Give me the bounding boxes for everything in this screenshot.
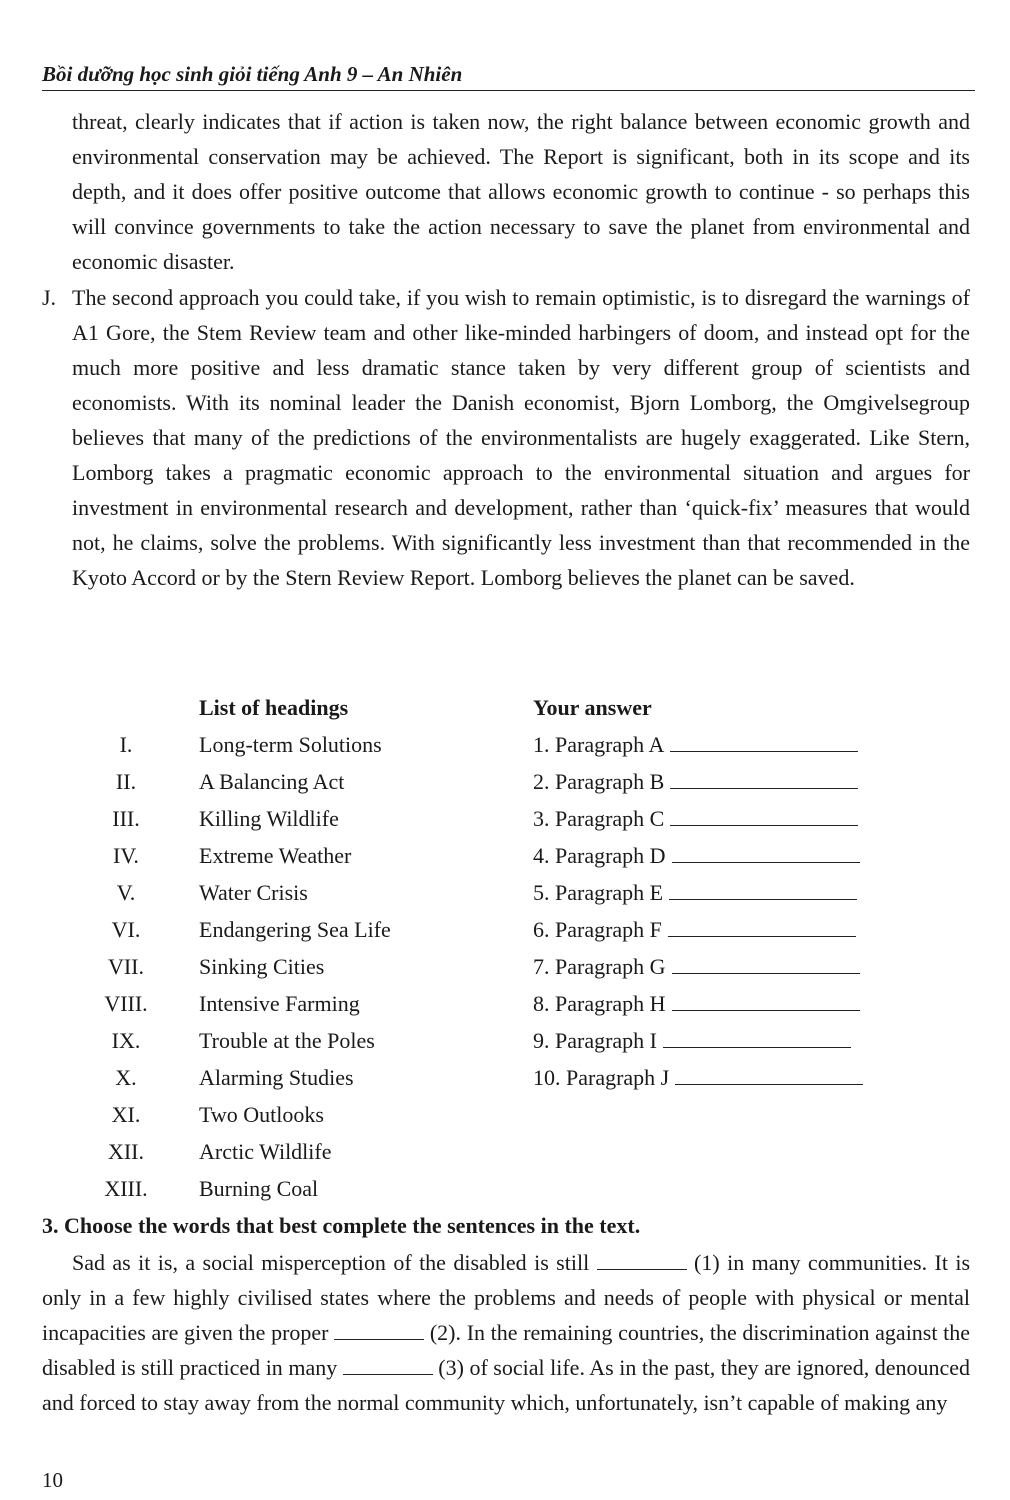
answer-row <box>533 837 860 874</box>
answer-blank[interactable] <box>668 914 856 937</box>
heading-numeral: VII. <box>107 954 145 979</box>
heading-numeral: IX. <box>111 1028 141 1053</box>
heading-numeral: III. <box>112 806 140 831</box>
heading-numeral: XIII. <box>104 1176 148 1201</box>
answer-label: 6. Paragraph F <box>533 917 662 942</box>
answer-blank[interactable] <box>672 951 860 974</box>
heading-row <box>0 1022 1010 1059</box>
heading-text: Long-term Solutions <box>199 732 382 757</box>
exercise-3-text-part: of social life. As in the past, they are ignored, denounced and forced to stay away from the normal community which, unfortunately, isn’t capable of making any <box>42 1355 971 1415</box>
gap-number: (2). <box>429 1320 462 1345</box>
answer-blank[interactable] <box>670 803 858 826</box>
answer-blank[interactable] <box>670 766 858 789</box>
gap-blank[interactable] <box>343 1354 433 1375</box>
heading-text: Endangering Sea Life <box>199 917 391 942</box>
answer-blank[interactable] <box>675 1062 863 1085</box>
answer-label: 10. Paragraph J <box>533 1065 670 1090</box>
answer-label: 1. Paragraph A <box>533 732 665 757</box>
paragraph-j-text: The second approach you could take, if you wish to remain optimistic, is to disregard the warnings of A1 Gore, the Stem Review team and other like-minded harbingers of doom, and instead opt for the much more positive and less dramatic stance taken by very different group of scientists and economists. With its nominal leader the Danish economist, Bjorn Lomborg, the Omgivelsegroup believes that many of the predictions of the environmentalists are hugely exaggerated. Like Stern, Lomborg takes a pragmatic economic approach to the environmental situation and argues for investment in environmental research and development, rather than ‘quick-fix’ measures that would not, he claims, solve the problems. With significantly less investment than that recommended in the Kyoto Accord or by the Stern Review Report. Lomborg believes the planet can be saved. <box>72 285 970 590</box>
gap-number: (3) <box>438 1355 464 1380</box>
heading-text: A Balancing Act <box>199 769 345 794</box>
answer-blank[interactable] <box>672 988 860 1011</box>
answer-label: 8. Paragraph H <box>533 991 666 1016</box>
heading-text: Two Outlooks <box>199 1102 324 1127</box>
answer-blank[interactable] <box>672 840 860 863</box>
answer-blank[interactable] <box>670 729 858 752</box>
heading-numeral: XII. <box>107 1139 145 1164</box>
heading-numeral: VI. <box>111 917 141 942</box>
heading-numeral: X. <box>115 1065 137 1090</box>
heading-row <box>0 874 1010 911</box>
heading-text: Burning Coal <box>199 1176 319 1201</box>
heading-row <box>0 1133 1010 1170</box>
exercise-3-text <box>42 1245 970 1420</box>
heading-text: Alarming Studies <box>199 1065 354 1090</box>
heading-text: Intensive Farming <box>199 991 360 1016</box>
exercise-3-title: 3. Choose the words that best complete the sentences in the text. <box>42 1213 641 1238</box>
heading-row <box>0 800 1010 837</box>
answer-blank[interactable] <box>669 877 857 900</box>
answer-label: 3. Paragraph C <box>533 806 665 831</box>
answer-label: 4. Paragraph D <box>533 843 666 868</box>
answer-row <box>533 874 857 911</box>
answer-row <box>533 911 856 948</box>
gap-blank[interactable] <box>334 1319 424 1340</box>
heading-numeral: II. <box>115 769 137 794</box>
answer-row <box>533 985 860 1022</box>
answer-row <box>533 948 860 985</box>
page-number: 10 <box>42 1468 63 1492</box>
exercise-3-text-part: Sad as it is, a social misperception of the disabled is still <box>72 1250 590 1275</box>
heading-numeral: VIII. <box>104 991 148 1016</box>
heading-row <box>0 1170 1010 1207</box>
answer-blank[interactable] <box>663 1025 851 1048</box>
gap-number: (1) <box>694 1250 720 1275</box>
heading-text: Trouble at the Poles <box>199 1028 375 1053</box>
answer-row <box>533 800 858 837</box>
answer-label: 9. Paragraph I <box>533 1028 658 1053</box>
heading-text: Killing Wildlife <box>199 806 339 831</box>
heading-text: Sinking Cities <box>199 954 325 979</box>
heading-text: Extreme Weather <box>199 843 352 868</box>
answer-label: 7. Paragraph G <box>533 954 666 979</box>
page-header <box>42 60 975 91</box>
heading-row <box>0 763 1010 800</box>
answer-row <box>533 726 858 763</box>
answers-column-title: Your answer <box>533 695 652 720</box>
heading-row <box>0 911 1010 948</box>
heading-text: Arctic Wildlife <box>199 1139 332 1164</box>
exercise-3-text-part: In the remaining countries, the discrimination against the disabled is still practiced in many <box>42 1320 971 1380</box>
headings-list-title: List of headings <box>199 695 349 720</box>
paragraph-i-continuation: threat, clearly indicates that if action is taken now, the right balance between economic growth and environmental conservation may be achieved. The Report is significant, both in its scope and its depth, and it does offer positive outcome that allows economic growth to continue - so perhaps this will convince governments to take the action necessary to save the planet from environmental and economic disaster. <box>72 109 970 274</box>
answer-row <box>533 1059 863 1096</box>
paragraph-j-letter: J. <box>42 285 57 310</box>
heading-numeral: V. <box>116 880 136 905</box>
heading-row <box>0 726 1010 763</box>
book-title: Bồi dưỡng học sinh giỏi tiếng Anh 9 – An Nhiên <box>42 62 463 86</box>
answer-row <box>533 763 858 800</box>
heading-numeral: XI. <box>111 1102 141 1127</box>
heading-text: Water Crisis <box>199 880 308 905</box>
heading-numeral: I. <box>119 732 133 757</box>
answer-label: 2. Paragraph B <box>533 769 665 794</box>
exercise-3-text-part: in many communities. It is only in a few highly civilised states where the problems and needs of people with physical or mental incapacities are given the proper <box>42 1250 971 1345</box>
heading-row <box>0 1096 1010 1133</box>
gap-blank[interactable] <box>597 1249 687 1270</box>
answer-label: 5. Paragraph E <box>533 880 664 905</box>
answer-row <box>533 1022 851 1059</box>
heading-numeral: IV. <box>113 843 139 868</box>
